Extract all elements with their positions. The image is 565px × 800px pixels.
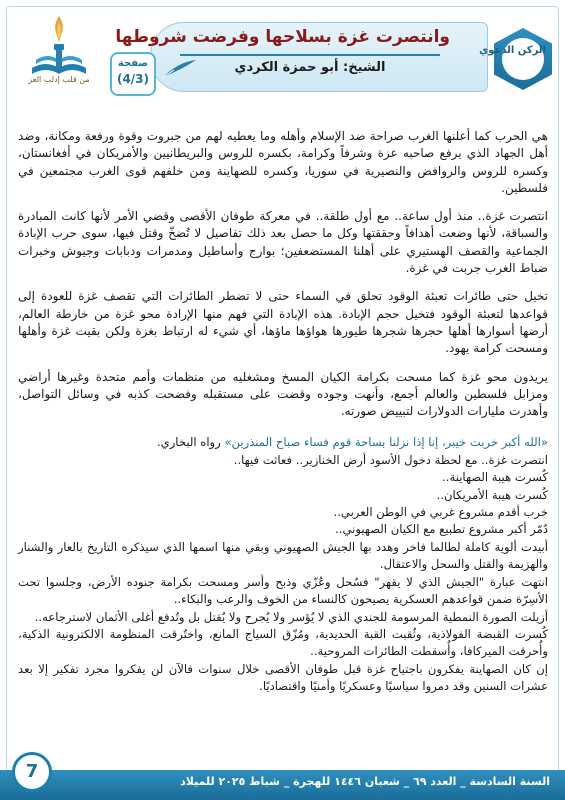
paragraph: هي الحرب كما أعلنها الغرب صراحة ضد الإسلام وأهله وما يعطيه لهم من جبروت وقوة ورفعة ومكانة، وضد أهل الجهاد الذي يرفع صاحبه عزة وشرفاً وكرامة، بكسره للروس والبريطانيين والأمريكان في أفغانستان، وكسره للروس والروافض والنصيرية في سوريا، وكسره للصهاينة ومن خلفهم قوى الغرب مجتمعين في فلسطين. [18, 129, 548, 195]
list-line: كُسرت القبضة الفولاذية، وثُقبت القبة الحديدية، ومُزّق السياج المانع، واختُرقت المنظومة الالكترونية الذكية، وأُحرقت الميركافا، وأُسقطت الطائرات المروحية.. [18, 626, 548, 659]
page-number: 7 [25, 761, 39, 782]
list-line: انتهت عبارة "الجيش الذي لا يقهر" فسُحل وعُزّي وذبح وأسر ومسحت بكرامة جنوده الأرض، وجلسوا تحت الأسِرّة ضمن قواعدهم العسكرية يصيحون كالنساء من الخوف والرعب والبكاء.. [18, 574, 548, 607]
header [0, 0, 565, 118]
issue-info: السنة السادسة _ العدد ٦٩ _ شعبان ١٤٤٦ للهجرة _ شباط ٢٠٢٥ للميلاد [180, 775, 550, 788]
page-indicator-badge [110, 52, 156, 96]
section-badge-label [479, 44, 546, 58]
list-line: أبيدت ألوية كاملة لطالما فاخر وهدد بها الجيش الصهيوني وبقي منها اسمها الذي سيذكره التاريخ بالعار والشنار والهزيمة والقتل والسحل والاعتقال. [18, 539, 548, 572]
article-title: وانتصرت غزة بسلاحها وفرضت شروطها [115, 27, 450, 47]
page-indicator-value: (4/3) [116, 72, 150, 86]
author-name: الشيخ: أبو حمزة الكردي [234, 60, 386, 75]
article-body [18, 128, 548, 696]
hadith-quote [18, 434, 548, 451]
list-line: إن كان الصهاينة يفكرون باجتياح غزة قبل طوفان الأقصى خلال سنوات فالآن لن يفكروا مجرد تفكير إلا بعد عشرات السنين وقد دمروا سياسيًا وعسكريًا وأمنيًا واقتصاديًا. [18, 661, 548, 694]
paragraph: انتصرت غزة.. منذ أول ساعة.. مع أول طلقة.. في معركة طوفان الأقصى وقضي الأمر لأنها كانت المبادرة والسباقة، لأنها وضعت أهدافاً وحققتها وكل ما حصل بعد ذلك تفاصيل لا تُضخّ وقتل فيها، سوى حرب الإبادة الجماعية والقصف الهستيري على أهلنا المستضعفين؛ بوارج وأساطيل ومدمرات ودبابات وجيوش وخبرات ضباط الغرب جربت في غزة. [18, 209, 548, 276]
list-line: انتصرت غزة.. مع لحظة دخول الأسود أرض الخنازير.. فعاثت فيها.. [233, 452, 548, 467]
quote-source: رواه البخاري. [156, 435, 225, 450]
list-line: كُسرت هيبة الأمريكان.. [436, 487, 548, 502]
paragraph: تخيل حتى طائرات تعبئة الوقود تحلق في السماء حتى لا تضطر الطائرات التي تقصف غزة للعودة إلى قواعدها لتعبئة الوقود فتخيل حجم الإبادة. هذه الإبادة التي فهم منها الإرادة محو غزة من خارطة العالم، أرضها أسوارها أهلها حجرها شجرها طيورها هواؤها ماؤها، أي شيء له ارتباط بغزة ولكن بقيت غزة وأهلها ومسحت كرامة يهود. [18, 289, 548, 356]
logo-tagline: من قلب إدلب العز [28, 75, 90, 84]
list-line: كُسرت هيبة الصهاينة.. [442, 470, 548, 485]
page-indicator-label: صفحة [117, 58, 149, 69]
list-line: دُمّر أكبر مشروع تطبيع مع الكيان الصهيوني.. [335, 522, 548, 537]
title-divider [180, 54, 440, 56]
list-line: أزيلت الصورة النمطية المرسومة للجندي الذي لا يُؤسر ولا يُجرح ولا يُقتل بل وتُدفع أغلى الأثمان لاسترجاعه.. [34, 609, 548, 624]
quill-pen-icon [160, 58, 198, 80]
paragraph: يريدون محو غزة كما مسحت بكرامة الكيان المسخ ومشغليه من منظمات وأمم متحدة وغيرها أراضي ومزابل فلسطين والعالم أجمع، وأنهت وجوده وقضت على مستقبله وفضحت كذبه في وسائل التواصل، وأهدرت مليارات الدولارات لتبييض صورته. [18, 369, 548, 419]
section-badge-text: الركن الدعوي [479, 45, 546, 56]
list-line: خرب أقدم مشروع غربي في الوطن العربي.. [333, 505, 548, 520]
quote-text: «الله أكبر خربت خيبر، إنا إذا نزلنا بساحة قوم فساء صباح المنذرين» [224, 435, 548, 450]
page-number-badge [12, 752, 52, 792]
